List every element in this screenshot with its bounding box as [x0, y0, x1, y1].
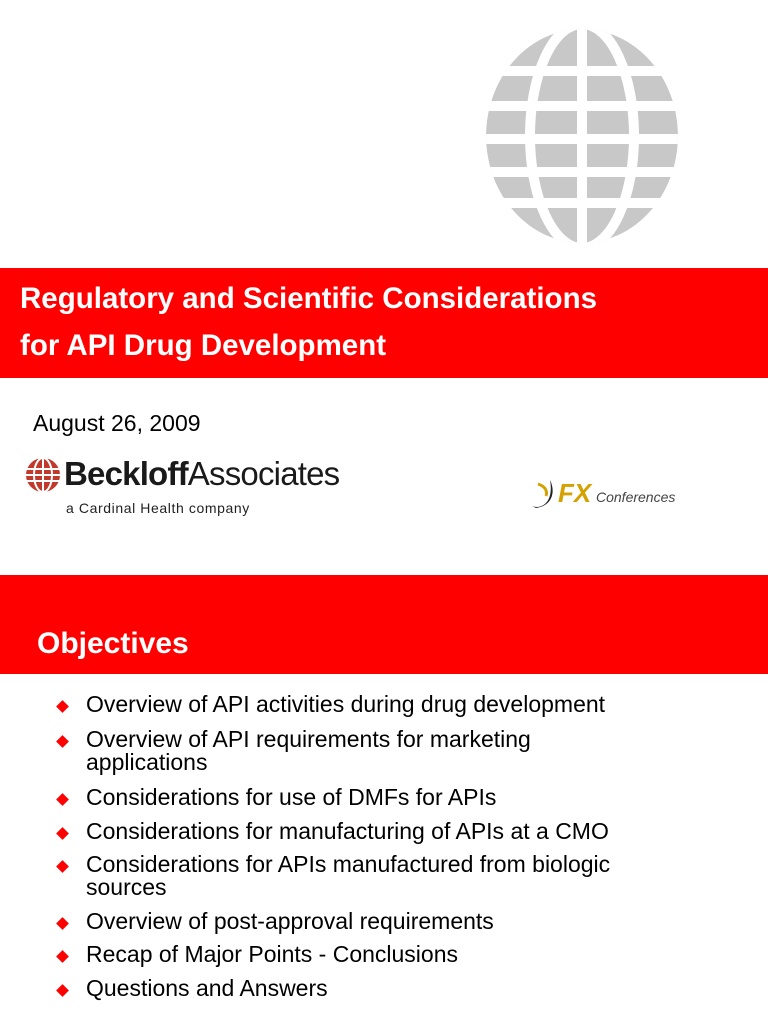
list-item-text [86, 910, 726, 933]
slide-title-line-2: for API Drug Development [20, 329, 387, 362]
list-item-text [86, 728, 726, 774]
fx-conferences-logo [528, 472, 700, 516]
list-item-line: Considerations for use of DMFs for APIs [86, 784, 497, 810]
bullet-diamond-icon [56, 827, 69, 840]
bullet-diamond-icon [56, 917, 69, 930]
list-item-text [86, 786, 726, 809]
objectives-title: Objectives [37, 627, 189, 660]
list-item-line: Considerations for manufacturing of APIs at a CMO [86, 818, 609, 844]
bullet-diamond-icon [56, 950, 69, 963]
list-item-line: applications [86, 749, 208, 775]
beckloff-name [64, 454, 339, 494]
beckloff-globe-icon [24, 456, 62, 494]
beckloff-tagline: a Cardinal Health company [66, 500, 250, 516]
list-item-line: Overview of API requirements for marketing [86, 726, 531, 752]
list-item-line: Recap of Major Points - Conclusions [86, 941, 458, 967]
bullet-diamond-icon [56, 700, 69, 713]
list-item-text [86, 820, 726, 843]
list-item-line: Considerations for APIs manufactured from biologic [86, 851, 611, 877]
bullet-diamond-icon [56, 860, 69, 873]
list-item-line: sources [86, 874, 167, 900]
list-item-text [86, 693, 726, 716]
bullet-diamond-icon [56, 984, 69, 997]
list-item-text [86, 977, 726, 1000]
bullet-diamond-icon [56, 793, 69, 806]
presentation-date: August 26, 2009 [33, 410, 201, 436]
list-item-text [86, 943, 726, 966]
fx-sub: Conferences [596, 489, 676, 505]
beckloff-name-bold: Beckloff [64, 455, 188, 492]
list-item-line: Overview of post-approval requirements [86, 908, 494, 934]
objectives-slide [0, 575, 768, 1024]
list-item-text [86, 853, 726, 899]
beckloff-logo [24, 452, 340, 522]
bullet-diamond-icon [56, 735, 69, 748]
slide-title-line-1: Regulatory and Scientific Considerations [20, 282, 597, 315]
beckloff-name-regular: Associates [187, 455, 340, 492]
fx-brand: FX [558, 478, 592, 508]
list-item-line: Overview of API activities during drug development [86, 691, 606, 717]
list-item-line: Questions and Answers [86, 975, 328, 1001]
globe-icon [482, 26, 682, 246]
